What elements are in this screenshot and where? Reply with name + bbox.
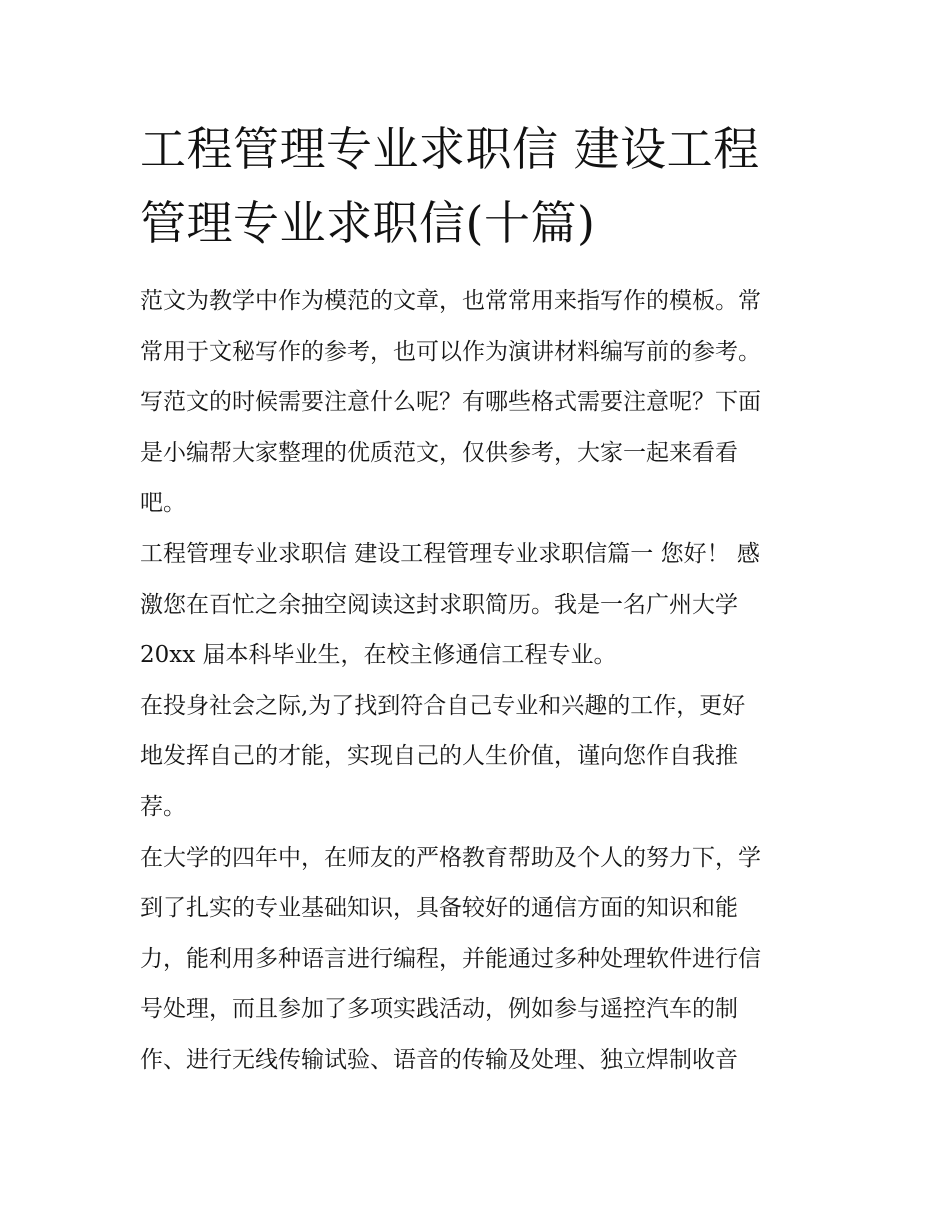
body-line: 写范文的时候需要注意什么呢？有哪些格式需要注意呢？下面 [140,389,761,416]
body-line: 地发挥自己的才能，实现自己的人生价值，谨向您作自我推 [140,743,738,770]
body-line: 是小编帮大家整理的优质范文，仅供参考，大家一起来看看 [140,439,738,466]
title-line: 管理专业求职信(十篇) [140,196,596,250]
body-line: 工程管理专业求职信 建设工程管理专业求职信篇一 您好！ 感 [140,540,760,567]
body-line: 常用于文秘写作的参考，也可以作为演讲材料编写前的参考。 [140,338,761,365]
body-line: 在投身社会之际,为了找到符合自己专业和兴趣的工作，更好 [140,692,746,719]
body-line: 到了扎实的专业基础知识，具备较好的通信方面的知识和能 [140,895,738,922]
body-line: 作、进行无线传输试验、语音的传输及处理、独立焊制收音 [140,1046,738,1073]
body-line: 范文为教学中作为模范的文章，也常常用来指写作的模板。常 [140,288,761,314]
body-line: 吧。 [140,490,186,517]
body-line: 号处理，而且参加了多项实践活动，例如参与遥控汽车的制 [140,996,738,1023]
body-line: 荐。 [140,793,186,820]
body-line: 20xx 届本科毕业生，在校主修通信工程专业。 [140,642,617,669]
document-body [140,276,830,1086]
document-title [140,112,830,260]
body-line: 在大学的四年中，在师友的严格教育帮助及个人的努力下，学 [140,844,761,871]
body-line: 激您在百忙之余抽空阅读这封求职简历。我是一名广州大学 [140,591,738,618]
body-line: 力，能利用多种语言进行编程，并能通过多种处理软件进行信 [140,945,761,972]
title-line: 工程管理专业求职信 建设工程 [140,122,760,176]
